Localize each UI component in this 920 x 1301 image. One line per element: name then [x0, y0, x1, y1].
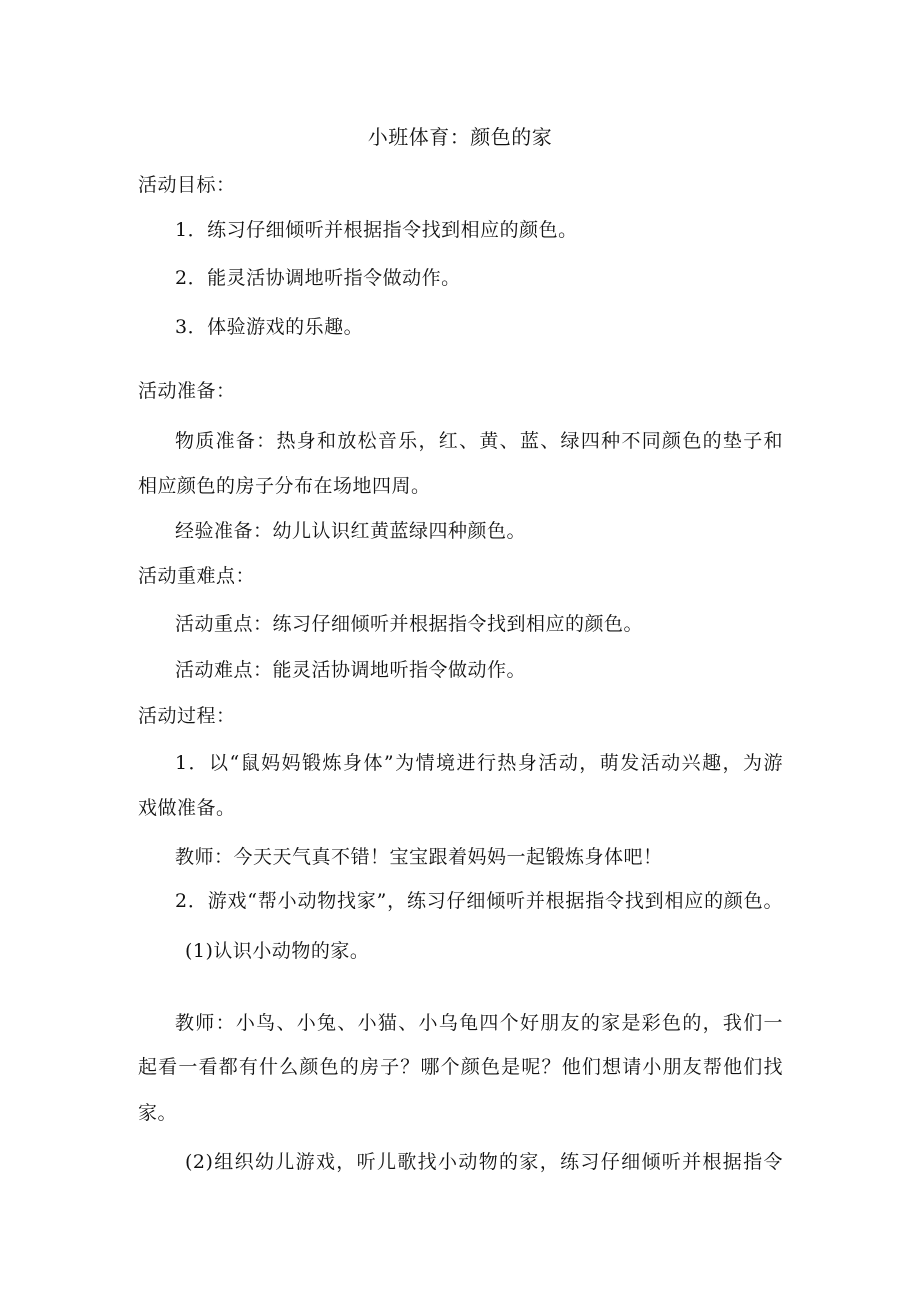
key-point-text: 活动重点：练习仔细倾听并根据指令找到相应的颜色。: [175, 613, 644, 635]
page-title: 小班体育：颜色的家: [367, 125, 553, 149]
prep-experience-text: 经验准备：幼儿认识红黄蓝绿四种颜色。: [175, 520, 527, 542]
process-step-1-cont: 戏做准备。: [138, 797, 236, 819]
prep-material-text: 物质准备：热身和放松音乐，红、黄、蓝、绿四种不同颜色的垫子和: [175, 430, 783, 452]
process-heading: 活动过程：: [138, 705, 236, 727]
key-heading: 活动重难点：: [138, 565, 256, 587]
goal-item: 3．体验游戏的乐趣。: [175, 316, 364, 338]
process-step-1: 1．以“鼠妈妈锻炼身体”为情境进行热身活动，萌发活动兴趣，为游: [175, 752, 783, 774]
goal-item: 2．能灵活协调地听指令做动作。: [175, 267, 461, 289]
prep-heading: 活动准备：: [138, 380, 236, 402]
teacher-dialogue-2-cont: 起看一看都有什么颜色的房子？哪个颜色是呢？他们想请小朋友帮他们找: [138, 1056, 783, 1078]
process-step-2-sub-2: (2)组织幼儿游戏，听儿歌找小动物的家，练习仔细倾听并根据指令: [185, 1151, 783, 1173]
teacher-dialogue-1: 教师：今天天气真不错！宝宝跟着妈妈一起锻炼身体吧！: [175, 846, 663, 868]
teacher-dialogue-2-end: 家。: [138, 1102, 178, 1124]
difficult-point-text: 活动难点：能灵活协调地听指令做动作。: [175, 659, 527, 681]
process-step-2-sub-1: (1)认识小动物的家。: [185, 940, 370, 962]
prep-material-text-cont: 相应颜色的房子分布在场地四周。: [138, 475, 431, 497]
goals-heading: 活动目标：: [138, 174, 236, 196]
process-step-2: 2．游戏“帮小动物找家”，练习仔细倾听并根据指令找到相应的颜色。: [175, 890, 783, 912]
goal-item: 1．练习仔细倾听并根据指令找到相应的颜色。: [175, 219, 578, 241]
teacher-dialogue-2: 教师：小鸟、小兔、小猫、小乌龟四个好朋友的家是彩色的，我们一: [175, 1012, 783, 1034]
